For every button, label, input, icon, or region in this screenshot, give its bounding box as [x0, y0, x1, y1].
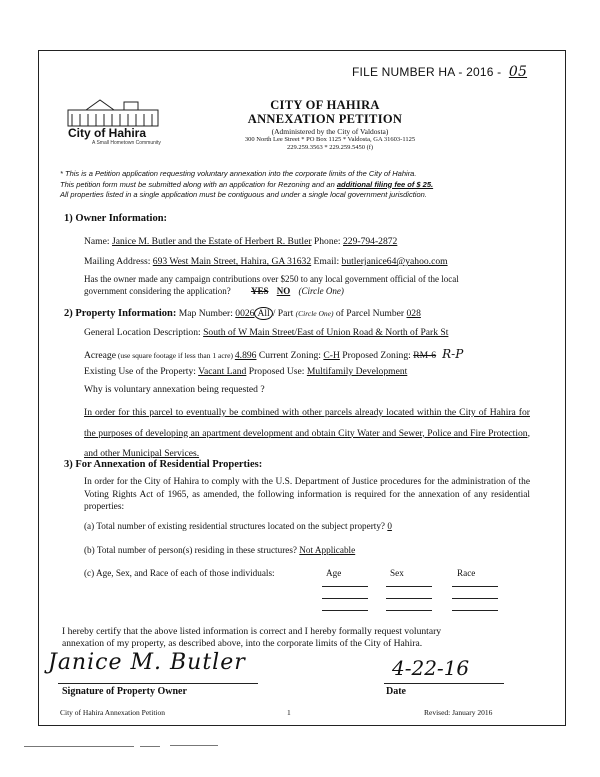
- annexation-reason: In order for this parcel to eventually be combined with other parcels already located within the City of Hahira for the purposes of developing an apartment development and obtain City Water and Sewer, Police and Fire Protection, and other Municipal Services.: [84, 407, 530, 459]
- file-number-value: 05: [508, 64, 528, 80]
- footer-title: City of Hahira Annexation Petition: [60, 708, 165, 717]
- map-number-field: 0026: [235, 308, 255, 319]
- proposed-use-field: Multifamily Development: [306, 366, 408, 377]
- proposed-zoning-struck: RM-6: [413, 350, 437, 361]
- intro-line-1: * This is a Petition application requesting voluntary annexation into the corporate limits of the City of Hahira.: [60, 169, 417, 178]
- sex-blank-3: [386, 610, 432, 611]
- current-zoning-field: C-H: [323, 350, 340, 361]
- email-label: Email:: [311, 256, 342, 267]
- scan-artifact-2: [140, 746, 160, 747]
- phone-fax: 229.259.3563 * 229.259.5450 (f): [286, 144, 374, 151]
- acreage-label: Acreage: [84, 350, 116, 361]
- location-field: South of W Main Street/East of Union Road & North of Park St: [203, 327, 449, 338]
- owner-name-line: [84, 236, 397, 247]
- proposed-use-label: Proposed Use:: [246, 366, 307, 377]
- residential-b: [84, 545, 355, 555]
- age-blank-2: [322, 598, 368, 599]
- race-blank-1: [452, 586, 498, 587]
- signature-line: [58, 683, 258, 684]
- location-line: [84, 327, 448, 338]
- col-race: Race: [457, 568, 476, 578]
- intro-line-2a: This petition form must be submitted along with an application for Rezoning and an: [60, 179, 337, 189]
- date-line: [384, 683, 504, 684]
- scan-artifact-1: [24, 746, 134, 747]
- race-blank-3: [452, 610, 498, 611]
- sex-blank-1: [386, 586, 432, 587]
- intro-line-3: All properties listed in a single application must be contiguous and under a single local government jurisdiction.: [60, 190, 427, 199]
- phone-label: Phone:: [311, 236, 343, 247]
- certify-line-1: I hereby certify that the above listed information is correct and I hereby formally request voluntary: [62, 626, 442, 637]
- age-blank-3: [322, 610, 368, 611]
- title-petition: ANNEXATION PETITION: [247, 112, 403, 126]
- contrib-line-2: [84, 286, 344, 296]
- proposed-zoning-label: Proposed Zoning:: [339, 350, 414, 361]
- email-field: butlerjanice64@yahoo.com: [341, 256, 448, 267]
- circle-one-note-2: (Circle One): [295, 309, 334, 318]
- residential-a: [84, 521, 392, 531]
- administered-by: (Administered by the City of Valdosta): [271, 127, 389, 136]
- persons-count-field: Not Applicable: [299, 545, 356, 555]
- sex-blank-2: [386, 598, 432, 599]
- residential-heading: 3) For Annexation of Residential Properties:: [64, 459, 263, 470]
- parcel-number-field: 028: [406, 308, 421, 319]
- location-label: General Location Description:: [84, 327, 204, 338]
- acreage-note: (use square footage if less than 1 acre): [115, 351, 235, 360]
- acreage-field: 4.896: [234, 350, 257, 361]
- logo-name: City of Hahira: [68, 126, 147, 140]
- filing-fee: additional filing fee of $ 25.: [336, 179, 434, 189]
- parcel-label: of Parcel Number: [333, 308, 407, 319]
- name-label: Name:: [84, 236, 112, 247]
- contrib-question: government considering the application?: [84, 286, 231, 296]
- col-age: Age: [326, 568, 342, 578]
- owner-heading: 1) Owner Information:: [64, 213, 168, 224]
- revised-date: Revised: January 2016: [424, 708, 493, 717]
- question-b: (b) Total number of person(s) residing in these structures?: [84, 545, 300, 555]
- structures-count-field: 0: [387, 521, 392, 531]
- all-circled: All: [254, 307, 272, 320]
- mailing-label: Mailing Address:: [84, 256, 153, 267]
- contrib-yes: YES: [250, 286, 269, 296]
- race-blank-2: [452, 598, 498, 599]
- owner-signature: Janice M. Butler: [48, 650, 246, 675]
- date-label: Date: [386, 686, 406, 697]
- current-zoning-label: Current Zoning:: [256, 350, 324, 361]
- signature-label: Signature of Property Owner: [62, 686, 187, 697]
- owner-name-field: Janice M. Butler and the Estate of Herbert R. Butler: [111, 236, 312, 247]
- acreage-line: [84, 347, 463, 361]
- file-number: [352, 64, 527, 80]
- circle-one-note: (Circle One): [298, 286, 344, 296]
- contrib-no: NO: [276, 286, 291, 296]
- existing-use-label: Existing Use of the Property:: [84, 366, 199, 377]
- title-city: CITY OF HAHIRA: [270, 98, 380, 112]
- part-label: / Part: [272, 308, 296, 319]
- file-number-label: FILE NUMBER HA - 2016 -: [352, 65, 502, 79]
- map-label: Map Number:: [176, 308, 236, 319]
- logo-tagline: A Small Hometown Community: [92, 140, 161, 146]
- owner-phone-field: 229-794-2872: [342, 236, 398, 247]
- existing-use-field: Vacant Land: [198, 366, 247, 377]
- proposed-zoning-handwritten: R-P: [442, 347, 464, 361]
- property-line-1: [64, 307, 421, 320]
- signed-date: 4-22-16: [392, 656, 470, 680]
- certify-line-2: annexation of my property, as described above, into the corporate limits of the City of Hahira.: [62, 638, 423, 649]
- residential-paragraph: In order for the City of Hahira to comply with the U.S. Department of Justice procedures for the administration of the Voting Rights Act of 1965, as amended, the following information is required for the annexation of any residential properties:: [84, 477, 530, 512]
- age-blank-1: [322, 586, 368, 587]
- why-question: Why is voluntary annexation being requested ?: [84, 384, 265, 395]
- col-sex: Sex: [390, 568, 404, 578]
- question-c: (c) Age, Sex, and Race of each of those individuals:: [84, 568, 275, 578]
- scan-artifact-3: [170, 745, 218, 746]
- intro-notice: [60, 169, 530, 201]
- page-number: 1: [287, 708, 291, 717]
- question-a: (a) Total number of existing residential structures located on the subject property?: [84, 521, 388, 531]
- address: 300 North Lee Street * PO Box 1125 * Valdosta, GA 31603-1125: [244, 136, 416, 143]
- property-heading: 2) Property Information:: [64, 308, 177, 319]
- intro-line-2: [60, 180, 530, 191]
- contrib-line-1: Has the owner made any campaign contributions over $250 to any local government official of the local: [84, 274, 459, 284]
- use-line: [84, 366, 407, 377]
- owner-mailing-line: [84, 256, 448, 267]
- mailing-address-field: 693 West Main Street, Hahira, GA 31632: [152, 256, 312, 267]
